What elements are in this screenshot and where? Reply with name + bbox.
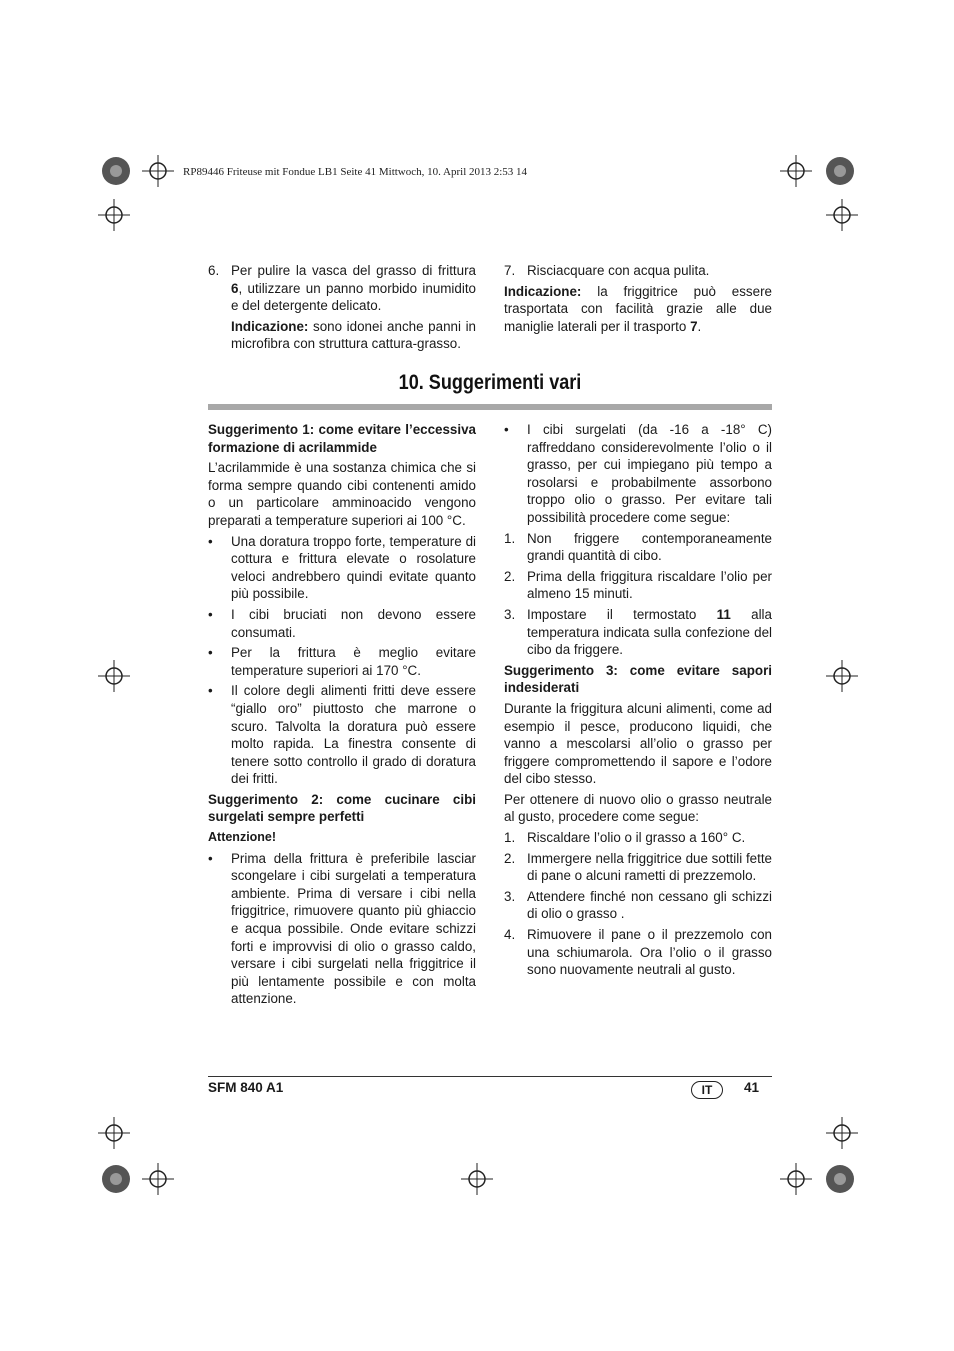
- crosshair-icon: [826, 199, 858, 231]
- crosshair-icon: [780, 1163, 812, 1195]
- tip-3-title: Suggerimento 3: come evitare sapori indesiderati: [504, 662, 772, 696]
- registration-mark-icon: [824, 1163, 856, 1195]
- crosshair-icon: [461, 1163, 493, 1195]
- list-item: 1. Non friggere contemporaneamente grandi quantità di cibo.: [504, 530, 772, 564]
- crosshair-icon: [142, 155, 174, 187]
- model-number: SFM 840 A1: [208, 1080, 284, 1095]
- warning-label: Attenzione!: [208, 830, 277, 845]
- crosshair-icon: [826, 1117, 858, 1149]
- list-item: 3. Attendere finché non cessano gli schizzi di olio o grasso .: [504, 888, 772, 922]
- language-badge: IT: [691, 1081, 723, 1099]
- title-band: [208, 404, 772, 410]
- right-column: [504, 421, 772, 982]
- list-item: • Per la frittura è meglio evitare temperature superiori ai 170 °C.: [208, 645, 476, 678]
- crosshair-icon: [98, 1117, 130, 1149]
- list-item: 6. Per pulire la vasca del grasso di frittura 6, utilizzare un panno morbido inumidito e del detergente delicato.: [208, 263, 476, 314]
- crosshair-icon: [780, 155, 812, 187]
- section-title: 10. Suggerimenti vari: [398, 371, 582, 394]
- list-item: 1. Riscaldare l’olio o il grasso a 160° C.: [504, 830, 746, 846]
- list-item: • Il colore degli alimenti fritti deve essere “giallo oro” piuttosto che marrone o scuro. Talvolta la doratura può essere molto rapida. La finestra consente di tenere sotto controllo il grado di doratura dei fritti.: [208, 683, 476, 787]
- left-column: [208, 421, 476, 1011]
- list-item: 4. Rimuovere il pane o il prezzemolo con una schiumarola. Ora l’olio o il grasso sono nuovamente neutrali al gusto.: [504, 927, 772, 978]
- print-header: RP89446 Friteuse mit Fondue LB1 Seite 41 Mittwoch, 10. April 2013 2:53 14: [183, 166, 528, 178]
- paragraph: Durante la friggitura alcuni alimenti, come ad esempio il pesce, producono liquidi, che vanno a mescolarsi all’olio o grasso per friggere compromettendo il sapore e l’odore del cibo stesso.: [504, 700, 772, 787]
- crosshair-icon: [142, 1163, 174, 1195]
- note: Indicazione: la friggitrice può essere trasportata con facilità grazie alle due maniglie laterali per il trasporto 7.: [504, 283, 772, 334]
- top-left-column: [208, 262, 476, 356]
- list-item: 2. Prima della friggitura riscaldare l’olio per almeno 15 minuti.: [504, 568, 772, 602]
- paragraph: L’acrilammide è una sostanza chimica che si forma sempre quando cibi contenenti amido o un particolare amminoacido vengono preparati a temperature superiori ai 100 °C.: [208, 460, 476, 528]
- note: Indicazione: sono idonei anche panni in microfibra con struttura cattura-grasso.: [231, 318, 476, 352]
- list-item: 2. Immergere nella friggitrice due sottili fette di pane o alcuni rametti di prezzemolo.: [504, 850, 772, 884]
- list-item: • Prima della frittura è preferibile lasciar scongelare i cibi surgelati a temperatura ambiente. Prima di versare i cibi nella friggitrice, rimuovere quanto più ghiaccio e acqua possibile. Onde evitare schizzi forti e improvvisi di olio o grasso caldo, versare i cibi surgelati nella friggitrice il più lentamente possibile e con molta attenzione.: [208, 850, 476, 1007]
- list-item: 7. Risciacquare con acqua pulita.: [504, 263, 710, 278]
- crosshair-icon: [98, 660, 130, 692]
- list-item: • I cibi bruciati non devono essere consumati.: [208, 606, 476, 640]
- list-item: 3. Impostare il termostato 11 alla temperatura indicata sulla confezione del cibo da friggere.: [504, 606, 772, 658]
- crosshair-icon: [98, 199, 130, 231]
- page-number: 41: [744, 1080, 760, 1095]
- footer-rule: [208, 1076, 772, 1077]
- tip-2-title: Suggerimento 2: come cucinare cibi surgelati sempre perfetti: [208, 791, 476, 825]
- registration-mark-icon: [100, 155, 132, 187]
- list-item: • Una doratura troppo forte, temperature di cottura e frittura elevate o rosolature veloci andrebbero quindi evitate quanto più possibile.: [208, 533, 476, 602]
- top-right-column: [504, 262, 772, 338]
- list-item: • I cibi surgelati (da -16 a -18° C) raffreddano considerevolmente l’olio o il grasso, per cui impiegano più tempo a rosolarsi e probabilmente assorbono troppo olio o grasso. Per evitare tali possibilità procedere come segue:: [504, 422, 772, 525]
- registration-mark-icon: [824, 155, 856, 187]
- tip-1-title: Suggerimento 1: come evitare l’eccessiva formazione di acrilammide: [208, 422, 476, 455]
- registration-mark-icon: [100, 1163, 132, 1195]
- paragraph: Per ottenere di nuovo olio o grasso neutrale al gusto, procedere come segue:: [504, 791, 772, 825]
- crosshair-icon: [826, 660, 858, 692]
